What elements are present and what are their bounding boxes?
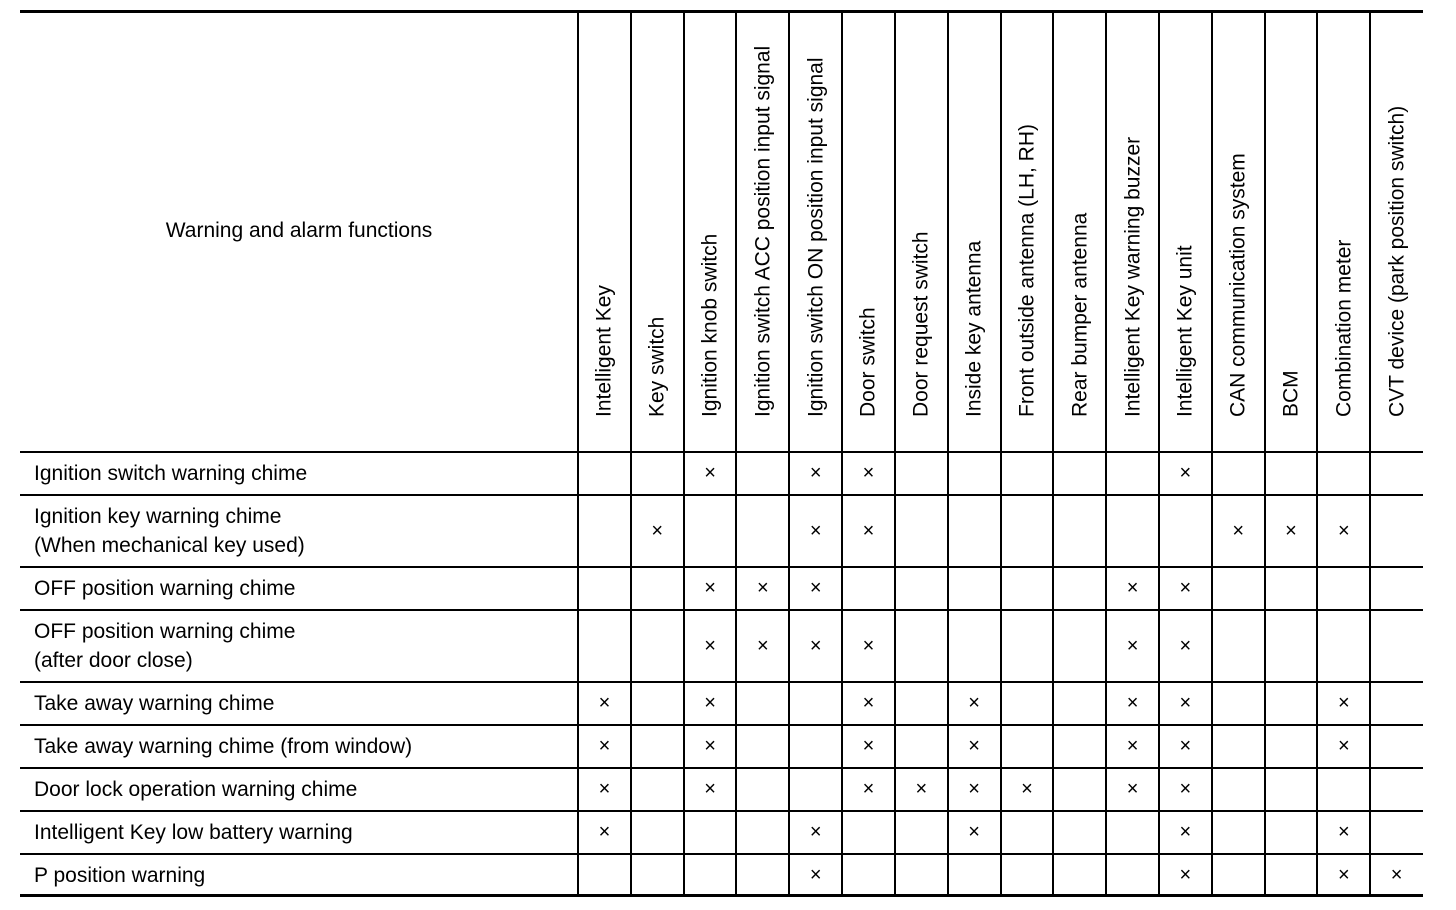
row-label-line: P position warning bbox=[34, 864, 206, 887]
row-label bbox=[20, 854, 578, 897]
column-divider bbox=[735, 10, 737, 897]
check-mark: × bbox=[1179, 692, 1192, 714]
check-mark: × bbox=[1179, 778, 1192, 800]
column-divider bbox=[947, 10, 949, 897]
check-mark: × bbox=[809, 821, 822, 843]
column-header-label: BCM bbox=[1279, 370, 1303, 417]
row-label-line: Ignition key warning chime bbox=[34, 505, 282, 528]
row-label bbox=[20, 768, 578, 811]
column-header-label: Ignition knob switch bbox=[698, 233, 722, 417]
check-mark: × bbox=[1126, 692, 1139, 714]
check-mark: × bbox=[1285, 519, 1297, 542]
column-header-label: Inside key antenna bbox=[962, 240, 986, 417]
column-header bbox=[1370, 10, 1423, 452]
row-label-line: Ignition switch warning chime bbox=[34, 462, 308, 485]
row-label-line: Intelligent Key low battery warning bbox=[34, 821, 353, 844]
check-mark: × bbox=[598, 735, 611, 757]
column-divider bbox=[1316, 10, 1318, 897]
check-mark: × bbox=[968, 778, 980, 800]
column-header-label: Rear bumper antenna bbox=[1068, 212, 1092, 417]
column-header-label: Intelligent Key bbox=[592, 285, 616, 417]
column-header bbox=[1265, 10, 1318, 452]
row-label bbox=[20, 682, 578, 725]
check-mark: × bbox=[1179, 577, 1192, 599]
check-mark: × bbox=[862, 778, 875, 800]
column-divider bbox=[1264, 10, 1266, 897]
column-header bbox=[736, 10, 789, 452]
column-header-label: Intelligent Key warning buzzer bbox=[1121, 136, 1145, 417]
row-label-line: (after door close) bbox=[34, 649, 193, 672]
column-divider bbox=[841, 10, 843, 897]
column-header-label: CAN communication system bbox=[1226, 153, 1250, 417]
row-label bbox=[20, 725, 578, 768]
check-mark: × bbox=[1126, 735, 1139, 757]
check-mark: × bbox=[862, 692, 875, 714]
column-header-label: Door request switch bbox=[909, 231, 933, 417]
column-header-label: Door switch bbox=[856, 307, 880, 417]
check-mark: × bbox=[704, 634, 716, 657]
check-mark: × bbox=[1179, 462, 1192, 484]
row-label-line: Take away warning chime (from window) bbox=[34, 735, 413, 758]
check-mark: × bbox=[1337, 821, 1350, 843]
row-label-line: Take away warning chime bbox=[34, 692, 275, 715]
check-mark: × bbox=[704, 462, 716, 484]
column-header bbox=[1317, 10, 1370, 452]
check-mark: × bbox=[1179, 821, 1192, 843]
check-mark: × bbox=[809, 462, 822, 484]
check-mark: × bbox=[704, 577, 716, 599]
row-label-line: Door lock operation warning chime bbox=[34, 778, 358, 801]
column-divider bbox=[683, 10, 685, 897]
column-header bbox=[684, 10, 737, 452]
check-mark: × bbox=[757, 634, 769, 657]
check-mark: × bbox=[1179, 864, 1192, 886]
check-mark: × bbox=[1126, 634, 1139, 657]
column-header-label: CVT device (park position switch) bbox=[1385, 105, 1409, 417]
row-label bbox=[20, 610, 578, 682]
check-mark: × bbox=[704, 778, 716, 800]
warning-alarm-functions-table bbox=[20, 10, 1423, 899]
column-divider bbox=[1211, 10, 1213, 897]
column-divider bbox=[1158, 10, 1160, 897]
check-mark: × bbox=[598, 778, 611, 800]
column-header bbox=[1159, 10, 1212, 452]
column-header bbox=[631, 10, 684, 452]
column-header-label: Front outside antenna (LH, RH) bbox=[1015, 124, 1039, 417]
row-label bbox=[20, 567, 578, 610]
column-header-label: Key switch bbox=[645, 316, 669, 417]
check-mark: × bbox=[757, 577, 769, 599]
column-header-label: Intelligent Key unit bbox=[1173, 245, 1197, 417]
row-label bbox=[20, 495, 578, 567]
column-header bbox=[1106, 10, 1159, 452]
column-header-label: Ignition switch ON position input signal bbox=[804, 57, 828, 417]
table-title-text: Warning and alarm functions bbox=[165, 219, 433, 242]
check-mark: × bbox=[598, 692, 611, 714]
column-header bbox=[1001, 10, 1054, 452]
column-divider bbox=[1369, 10, 1371, 897]
check-mark: × bbox=[1232, 519, 1244, 542]
column-header-label: Ignition switch ACC position input signal bbox=[751, 45, 775, 417]
check-mark: × bbox=[862, 634, 875, 657]
column-divider bbox=[894, 10, 896, 897]
check-mark: × bbox=[809, 634, 822, 657]
column-header bbox=[948, 10, 1001, 452]
check-mark: × bbox=[1337, 692, 1350, 714]
check-mark: × bbox=[651, 519, 664, 542]
check-mark: × bbox=[968, 735, 980, 757]
check-mark: × bbox=[1337, 519, 1350, 542]
check-mark: × bbox=[1337, 735, 1350, 757]
check-mark: × bbox=[704, 692, 716, 714]
column-header bbox=[842, 10, 895, 452]
column-header bbox=[895, 10, 948, 452]
table-title bbox=[20, 10, 578, 452]
column-divider bbox=[1052, 10, 1054, 897]
row-label-line: OFF position warning chime bbox=[34, 577, 296, 600]
check-mark: × bbox=[1179, 634, 1192, 657]
check-mark: × bbox=[1179, 735, 1192, 757]
check-mark: × bbox=[1337, 864, 1350, 886]
column-divider bbox=[1000, 10, 1002, 897]
row-label bbox=[20, 452, 578, 495]
row-label bbox=[20, 811, 578, 854]
column-header-label: Combination meter bbox=[1332, 239, 1356, 417]
check-mark: × bbox=[1126, 778, 1139, 800]
check-mark: × bbox=[862, 462, 875, 484]
row-label-line: (When mechanical key used) bbox=[34, 534, 305, 557]
check-mark: × bbox=[1021, 778, 1033, 800]
check-mark: × bbox=[968, 821, 980, 843]
column-divider bbox=[577, 10, 579, 897]
check-mark: × bbox=[1126, 577, 1139, 599]
check-mark: × bbox=[598, 821, 611, 843]
column-header bbox=[1212, 10, 1265, 452]
check-mark: × bbox=[862, 735, 875, 757]
check-mark: × bbox=[1390, 864, 1403, 886]
check-mark: × bbox=[809, 864, 822, 886]
check-mark: × bbox=[809, 577, 822, 599]
column-header bbox=[789, 10, 842, 452]
check-mark: × bbox=[968, 692, 980, 714]
row-label-line: OFF position warning chime bbox=[34, 620, 296, 643]
column-divider bbox=[788, 10, 790, 897]
column-header bbox=[1053, 10, 1106, 452]
check-mark: × bbox=[862, 519, 875, 542]
column-header bbox=[578, 10, 631, 452]
column-divider bbox=[630, 10, 632, 897]
check-mark: × bbox=[704, 735, 716, 757]
check-mark: × bbox=[809, 519, 822, 542]
column-divider bbox=[1105, 10, 1107, 897]
check-mark: × bbox=[915, 778, 928, 800]
